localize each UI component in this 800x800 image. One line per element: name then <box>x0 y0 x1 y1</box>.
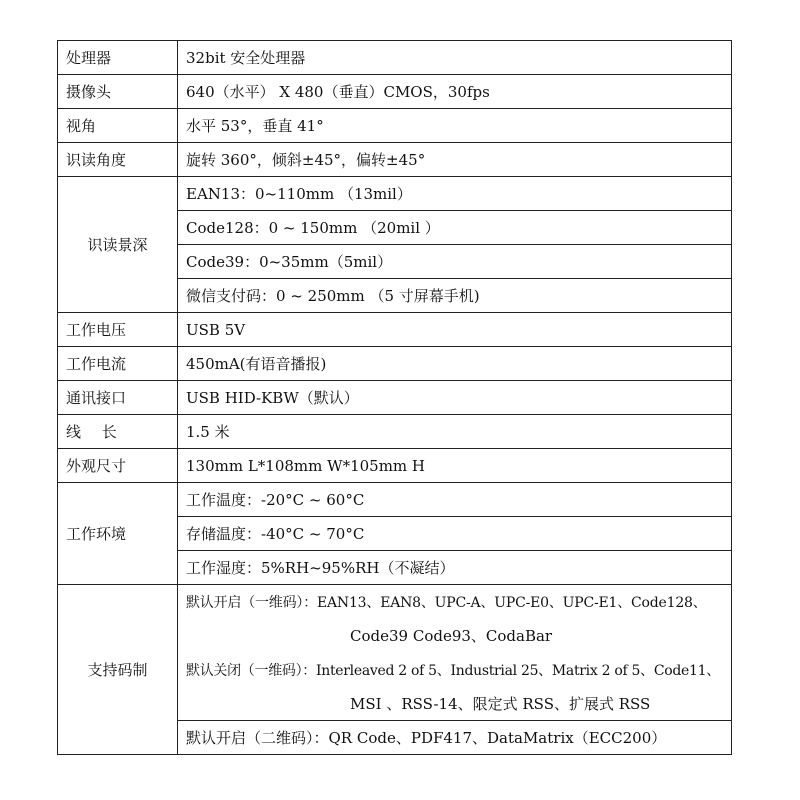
spec-row-current <box>58 347 732 381</box>
label-depth: 识读景深 <box>58 177 178 313</box>
spec-row-depth <box>58 177 732 211</box>
spec-row-interface <box>58 381 732 415</box>
label-interface: 通讯接口 <box>58 381 178 415</box>
depth-line-code39: Code39：0~35mm（5mil） <box>178 245 732 279</box>
label-cable: 线 长 <box>58 415 178 449</box>
spec-table <box>57 40 732 755</box>
label-env: 工作环境 <box>58 483 178 585</box>
value-read-angle: 旋转 360°，倾斜±45°，偏转±45° <box>178 143 732 177</box>
spec-row-cable <box>58 415 732 449</box>
spec-row-processor <box>58 41 732 75</box>
label-read-angle: 识读角度 <box>58 143 178 177</box>
depth-line-code128: Code128：0 ~ 150mm （20mil ） <box>178 211 732 245</box>
depth-line-ean13: EAN13：0~110mm （13mil） <box>178 177 732 211</box>
label-view-angle: 视角 <box>58 109 178 143</box>
spec-row-camera <box>58 75 732 109</box>
value-voltage: USB 5V <box>178 313 732 347</box>
value-current: 450mA(有语音播报) <box>178 347 732 381</box>
codes-line-default-on-2d: 默认开启（二维码）：QR Code、PDF417、DataMatrix（ECC200） <box>178 721 732 755</box>
codes-line-default-on-1d: 默认开启（一维码）：EAN13、EAN8、UPC-A、UPC-E0、UPC-E1、Code128、 <box>178 585 732 619</box>
label-processor: 处理器 <box>58 41 178 75</box>
spec-row-env <box>58 483 732 517</box>
env-line-humidity: 工作湿度：5%RH~95%RH（不凝结） <box>178 551 732 585</box>
spec-row-codes <box>58 585 732 619</box>
value-view-angle: 水平 53°，垂直 41° <box>178 109 732 143</box>
value-processor: 32bit 安全处理器 <box>178 41 732 75</box>
label-current: 工作电流 <box>58 347 178 381</box>
label-codes: 支持码制 <box>58 585 178 755</box>
env-line-storage-temp: 存储温度：-40°C ~ 70°C <box>178 517 732 551</box>
spec-row-voltage <box>58 313 732 347</box>
codes-line-default-on-1d-cont: Code39 Code93、CodaBar <box>178 619 732 653</box>
spec-row-read-angle <box>58 143 732 177</box>
depth-line-wechat: 微信支付码：0 ~ 250mm （5 寸屏幕手机) <box>178 279 732 313</box>
label-dimensions: 外观尺寸 <box>58 449 178 483</box>
label-voltage: 工作电压 <box>58 313 178 347</box>
codes-line-default-off-1d: 默认关闭（一维码）：Interleaved 2 of 5、Industrial 25、Matrix 2 of 5、Code11、 <box>178 653 732 687</box>
value-cable: 1.5 米 <box>178 415 732 449</box>
value-camera: 640（水平） X 480（垂直）CMOS，30fps <box>178 75 732 109</box>
value-interface: USB HID-KBW（默认） <box>178 381 732 415</box>
value-dimensions: 130mm L*108mm W*105mm H <box>178 449 732 483</box>
codes-line-default-off-1d-cont: MSI 、RSS-14、限定式 RSS、扩展式 RSS <box>178 687 732 721</box>
spec-row-view-angle <box>58 109 732 143</box>
spec-row-dimensions <box>58 449 732 483</box>
label-camera: 摄像头 <box>58 75 178 109</box>
env-line-operating-temp: 工作温度：-20°C ~ 60°C <box>178 483 732 517</box>
